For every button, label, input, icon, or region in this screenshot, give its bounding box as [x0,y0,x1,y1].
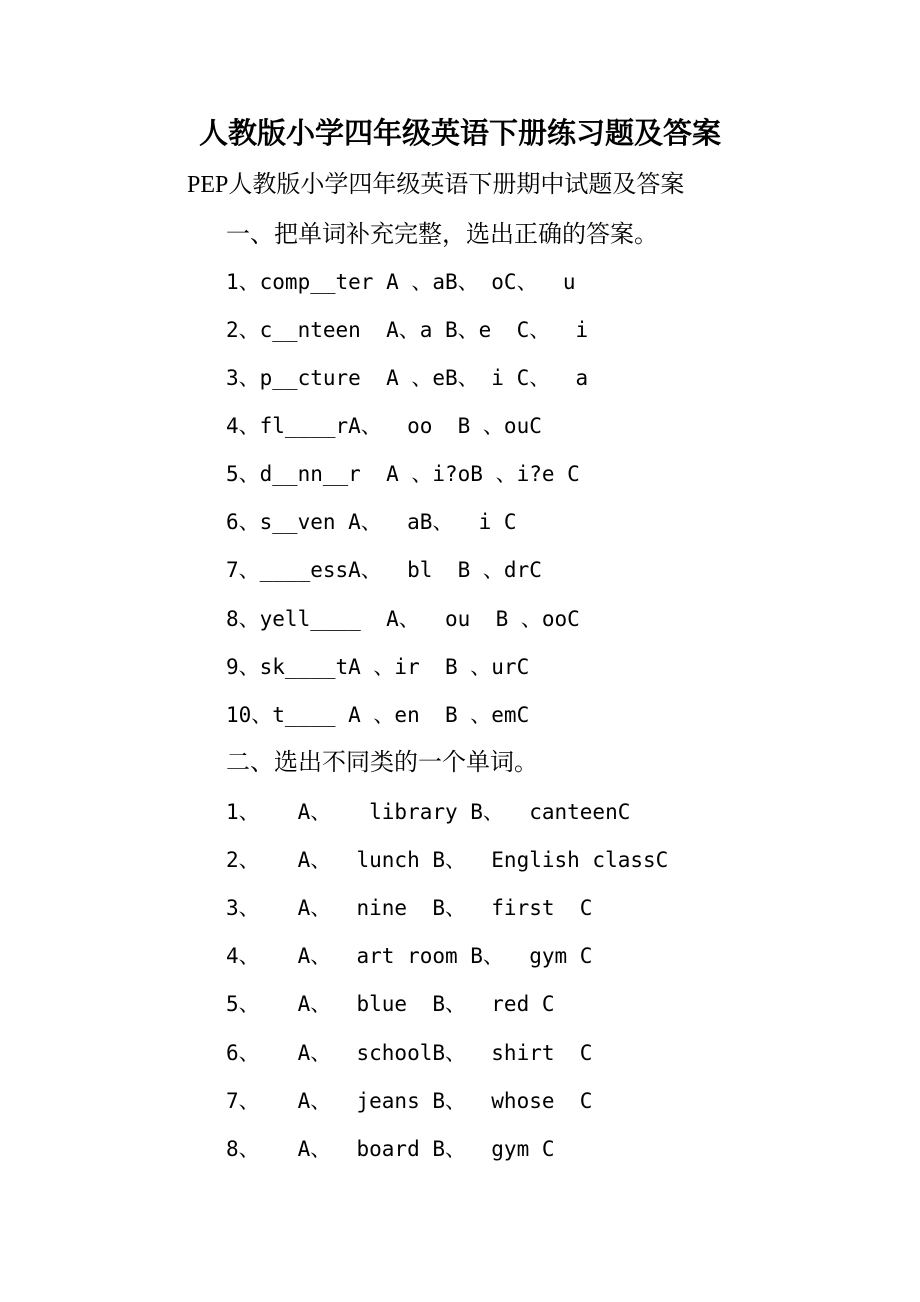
document-subtitle: PEP人教版小学四年级英语下册期中试题及答案 [187,172,685,198]
section-1-item-5: 5、d__nn__r A 、i?oB 、i?e C [226,462,580,486]
section-2-item-2: 2、 A、 lunch B、 English classC [226,848,669,872]
section-2-item-8: 8、 A、 board B、 gym C [226,1137,555,1161]
section-2-item-1: 1、 A、 library B、 canteenC [226,800,631,824]
section-2-item-6: 6、 A、 schoolB、 shirt C [226,1041,593,1065]
section-2-item-3: 3、 A、 nine B、 first C [226,896,593,920]
section-1-item-1: 1、comp__ter A 、aB、 oC、 u [226,270,576,294]
section-1-heading: 一、把单词补充完整，选出正确的答案。 [226,222,658,248]
section-2-item-7: 7、 A、 jeans B、 whose C [226,1089,593,1113]
section-1-item-7: 7、____essA、 bl B 、drC [226,558,542,582]
section-1-item-3: 3、p__cture A 、eB、 i C、 a [226,366,589,390]
document-title: 人教版小学四年级英语下册练习题及答案 [198,118,721,150]
section-1-item-6: 6、s__ven A、 aB、 i C [226,510,517,534]
section-1-item-10: 10、t____ A 、en B 、emC [226,703,530,727]
section-1-item-9: 9、sk____tA 、ir B 、urC [226,655,530,679]
section-2-heading: 二、选出不同类的一个单词。 [226,750,538,776]
section-1-item-4: 4、fl____rA、 oo B 、ouC [226,414,542,438]
section-2-item-4: 4、 A、 art room B、 gym C [226,944,593,968]
section-2-item-5: 5、 A、 blue B、 red C [226,992,555,1016]
section-1-item-8: 8、yell____ A、 ou B 、ooC [226,607,580,631]
section-1-item-2: 2、c__nteen A、a B、e C、 i [226,318,589,342]
